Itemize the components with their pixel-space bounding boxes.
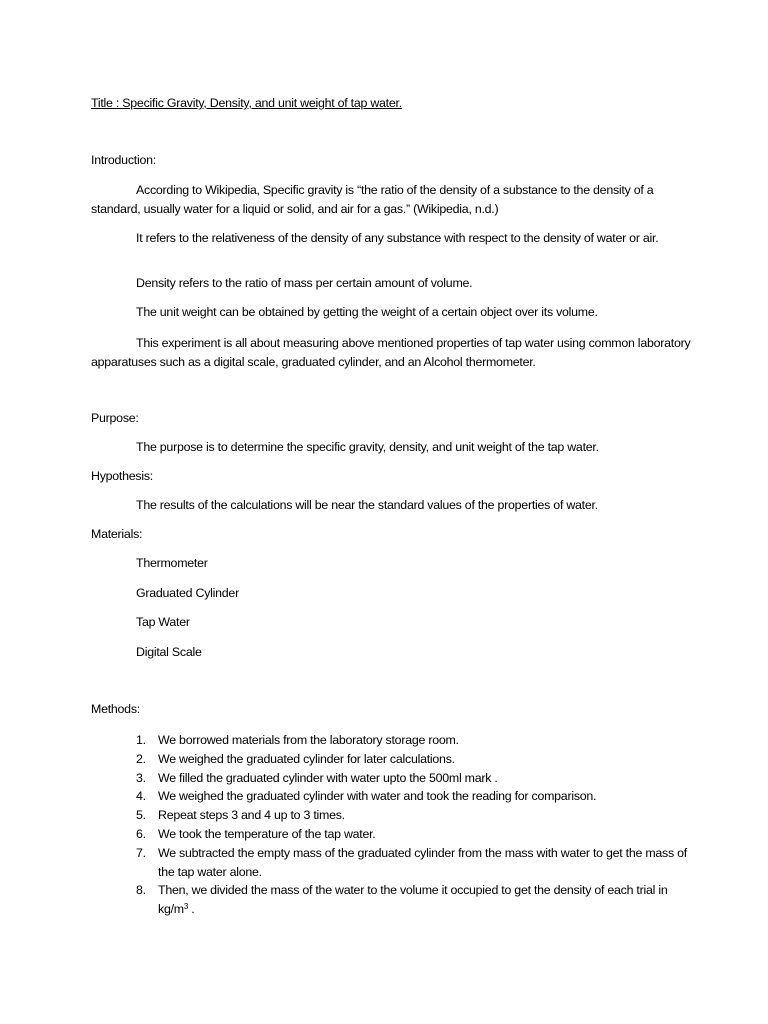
document-title: Title : Specific Gravity, Density, and unit weight of tap water. — [91, 96, 402, 110]
purpose-text: The purpose is to determine the specific gravity, density, and unit weight of the tap water. — [136, 440, 599, 454]
method-step: 7. We subtracted the empty mass of the graduated cylinder from the mass with water to get the mass of the tap water alone. — [136, 845, 687, 879]
method-step: 5. Repeat steps 3 and 4 up to 3 times. — [136, 808, 345, 823]
hypothesis-heading: Hypothesis: — [91, 469, 153, 483]
material-item: Thermometer — [136, 556, 208, 570]
method-step: 3. We filled the graduated cylinder with water upto the 500ml mark . — [136, 770, 498, 785]
intro-paragraph-3: Density refers to the ratio of mass per certain amount of volume. — [136, 276, 473, 290]
material-item: Graduated Cylinder — [136, 586, 239, 600]
methods-list — [91, 731, 691, 919]
method-step: 1. We borrowed materials from the laboratory storage room. — [136, 733, 459, 747]
intro-paragraph-1: According to Wikipedia, Specific gravity is “the ratio of the density of a substance to the density of a standard, usually water for a liquid or solid, and air for a gas.” (Wikipedia, n.d.) — [91, 183, 654, 216]
hypothesis-text: The results of the calculations will be near the standard values of the properties of water. — [136, 498, 598, 512]
intro-paragraph-4: The unit weight can be obtained by getting the weight of a certain object over its volume. — [136, 305, 598, 319]
material-item: Tap Water — [136, 615, 190, 629]
purpose-heading: Purpose: — [91, 411, 139, 425]
intro-paragraph-2: It refers to the relativeness of the density of any substance with respect to the density of water or air. — [136, 231, 659, 245]
materials-heading: Materials: — [91, 527, 143, 541]
material-item: Digital Scale — [136, 645, 202, 659]
intro-paragraph-5: This experiment is all about measuring above mentioned properties of tap water using common laboratory apparatuses such as a digital scale, graduated cylinder, and an Alcohol thermometer. — [91, 336, 691, 369]
introduction-heading: Introduction: — [91, 153, 156, 167]
method-step: 6. We took the temperature of the tap water. — [136, 826, 376, 841]
methods-heading: Methods: — [91, 702, 140, 716]
method-step: 8. Then, we divided the mass of the water to the volume it occupied to get the density of each trial in $kg/m^3$ . — [136, 883, 668, 917]
method-step: 4. We weighed the graduated cylinder with water and took the reading for comparison. — [136, 789, 597, 804]
method-step: 2. We weighed the graduated cylinder for later calculations. — [136, 751, 455, 766]
